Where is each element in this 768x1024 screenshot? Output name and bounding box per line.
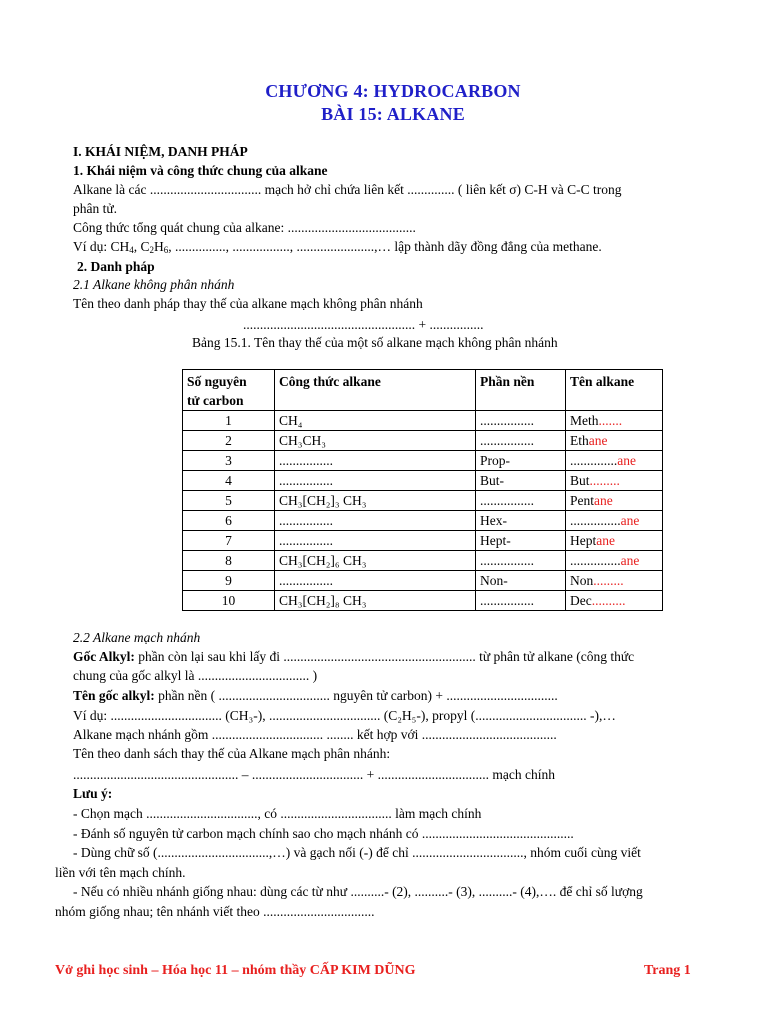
name-prefix: Hept [570, 533, 597, 548]
table-row [183, 551, 663, 571]
table-row [183, 571, 663, 591]
header-cell: Phần nền [476, 370, 566, 411]
body-text: Alkane mạch nhánh gồm ................................. ........ kết hợp với ........................................ [73, 727, 557, 742]
carbon-count-cell: 1 [183, 411, 275, 431]
table-caption: Bảng 15.1. Tên thay thế của một số alkane mạch không phân nhánh [192, 335, 558, 350]
chapter-title: CHƯƠNG 4: HYDROCARBON [265, 81, 521, 101]
carbon-count-cell: 9 [183, 571, 275, 591]
table-row [183, 531, 663, 551]
stem-cell: ................ [476, 591, 566, 611]
formula-line: ................................................... + ................ [243, 317, 484, 332]
formula-cell: CH₃[CH₂]₆ CH₃ [275, 551, 476, 571]
example-part: , C [133, 239, 150, 254]
name-suffix: ....... [598, 413, 623, 428]
table-row [183, 511, 663, 531]
example-text [73, 238, 602, 256]
note-label: Lưu ý: [73, 786, 113, 801]
term-label: Tên gốc alkyl: [73, 688, 155, 703]
formula-cell: ................ [275, 531, 476, 551]
name-prefix: .............. [570, 453, 618, 468]
name-cell [566, 571, 663, 591]
note-item: nhóm giống nhau; tên nhánh viết theo ................................. [55, 904, 375, 919]
term-text: phần nền ( ................................. nguyên tử carbon) + ................................. [154, 688, 558, 703]
formula-cell: CH₃[CH₂]₈ CH₃ [275, 591, 476, 611]
name-suffix: ane [620, 513, 640, 528]
formula-line: ................................................. – ................................. + ................................. mạch chính [73, 767, 555, 782]
subscript: 4 [129, 245, 134, 255]
carbon-count-cell: 2 [183, 431, 275, 451]
lesson-title: BÀI 15: ALKANE [321, 104, 465, 124]
subscript: 6 [163, 245, 169, 255]
table-header-row [183, 370, 663, 411]
carbon-count-cell: 6 [183, 511, 275, 531]
name-cell [566, 591, 663, 611]
name-prefix: ............... [570, 553, 621, 568]
name-suffix: ......... [589, 473, 620, 488]
name-prefix: Pent [570, 493, 595, 508]
stem-cell: But- [476, 471, 566, 491]
carbon-count-cell: 4 [183, 471, 275, 491]
formula-cell: ................ [275, 451, 476, 471]
table-row [183, 451, 663, 471]
body-text [73, 687, 558, 705]
stem-cell: Prop- [476, 451, 566, 471]
formula-cell: ................ [275, 571, 476, 591]
stem-cell: ................ [476, 491, 566, 511]
name-suffix: ane [594, 493, 613, 508]
subsection-heading: 1. Khái niệm và công thức chung của alkane [73, 163, 328, 178]
example-part: Ví dụ: CH [73, 239, 130, 254]
name-cell [566, 411, 663, 431]
carbon-count-cell: 7 [183, 531, 275, 551]
body-text [73, 648, 634, 666]
table-row [183, 491, 663, 511]
page-number: Trang 1 [644, 963, 691, 978]
formula-cell: CH₄ [275, 411, 476, 431]
name-suffix: ......... [593, 573, 624, 588]
subsection-heading: 2. Danh pháp [77, 259, 155, 274]
formula-cell: CH₃CH₃ [275, 431, 476, 451]
formula-cell: ................ [275, 471, 476, 491]
name-prefix: Dec [570, 593, 592, 608]
alkane-table [182, 369, 663, 611]
carbon-count-cell: 5 [183, 491, 275, 511]
note-item: - Đánh số nguyên tử carbon mạch chính sao cho mạch nhánh có ............................................. [73, 826, 574, 841]
name-cell [566, 431, 663, 451]
header-cell: Công thức alkane [275, 370, 476, 411]
example-part: , ..............., ................., .......................,… lập thành dãy đồng đẳng của methane. [168, 239, 602, 254]
table-body [183, 411, 663, 611]
header-cell: Tên alkane [566, 370, 663, 411]
subsection-heading-italic: 2.1 Alkane không phân nhánh [73, 277, 235, 292]
body-text: phân tử. [73, 201, 118, 216]
example-part: H [154, 239, 164, 254]
name-suffix: ane [596, 533, 615, 548]
footer-left: Vở ghi học sinh – Hóa học 11 – nhóm thầy CẤP KIM DŨNG [55, 963, 416, 978]
table-row [183, 471, 663, 491]
table-row [183, 411, 663, 431]
note-item: liền với tên mạch chính. [55, 865, 186, 880]
body-text: chung của gốc alkyl là ................................. ) [73, 668, 318, 683]
name-cell [566, 551, 663, 571]
name-suffix: ane [620, 553, 640, 568]
name-prefix: ............... [570, 513, 621, 528]
name-cell [566, 451, 663, 471]
term-label: Gốc Alkyl: [73, 649, 135, 664]
table-row [183, 431, 663, 451]
carbon-count-cell: 10 [183, 591, 275, 611]
formula-cell: CH₃[CH₂]₃ CH₃ [275, 491, 476, 511]
stem-cell: ................ [476, 431, 566, 451]
term-text: phần còn lại sau khi lấy đi ......................................................... từ phân tử alkane (công thức [134, 649, 635, 664]
body-text: Alkane là các ................................. mạch hở chỉ chứa liên kết .............. ( liên kết σ) C-H và C-C trong [73, 182, 622, 197]
name-cell [566, 531, 663, 551]
name-suffix: ane [617, 453, 636, 468]
header-line: Số nguyên [187, 374, 247, 389]
stem-cell: ................ [476, 411, 566, 431]
stem-cell: Non- [476, 571, 566, 591]
name-prefix: Meth [570, 413, 599, 428]
carbon-count-cell: 3 [183, 451, 275, 471]
body-text: Ví dụ: ................................. (CH₃-), ................................. (C₂H₅-), propyl (................................. -),… [73, 708, 616, 723]
note-item: - Dùng chữ số (.................................,…) và gạch nối (-) để chỉ ................................., nhóm cuối cùng viết [73, 845, 641, 860]
section-heading: I. KHÁI NIỆM, DANH PHÁP [73, 144, 248, 159]
note-item: - Chọn mạch ................................., có ................................. làm mạch chính [73, 806, 482, 821]
subsection-heading-italic: 2.2 Alkane mạch nhánh [73, 630, 201, 645]
name-suffix: .......... [591, 593, 626, 608]
body-text: Tên theo danh sách thay thế của Alkane mạch phân nhánh: [73, 746, 391, 761]
body-text: Công thức tổng quát chung của alkane: ...................................... [73, 220, 416, 235]
header-line: tử carbon [187, 393, 244, 408]
note-item: - Nếu có nhiều nhánh giống nhau: dùng các từ như ..........- (2), ..........- (3), ..........- (4),…. để chỉ số lượng [73, 884, 643, 899]
body-text: Tên theo danh pháp thay thế của alkane mạch không phân nhánh [73, 296, 423, 311]
name-suffix: ane [588, 433, 608, 448]
formula-cell: ................ [275, 511, 476, 531]
subscript: 2 [149, 245, 155, 255]
name-cell [566, 511, 663, 531]
name-prefix: Eth [570, 433, 589, 448]
name-cell [566, 491, 663, 511]
stem-cell: Hept- [476, 531, 566, 551]
name-cell [566, 471, 663, 491]
name-prefix: But [570, 473, 590, 488]
stem-cell: Hex- [476, 511, 566, 531]
table-row [183, 591, 663, 611]
header-cell [183, 370, 275, 411]
name-prefix: Non [570, 573, 594, 588]
stem-cell: ................ [476, 551, 566, 571]
carbon-count-cell: 8 [183, 551, 275, 571]
